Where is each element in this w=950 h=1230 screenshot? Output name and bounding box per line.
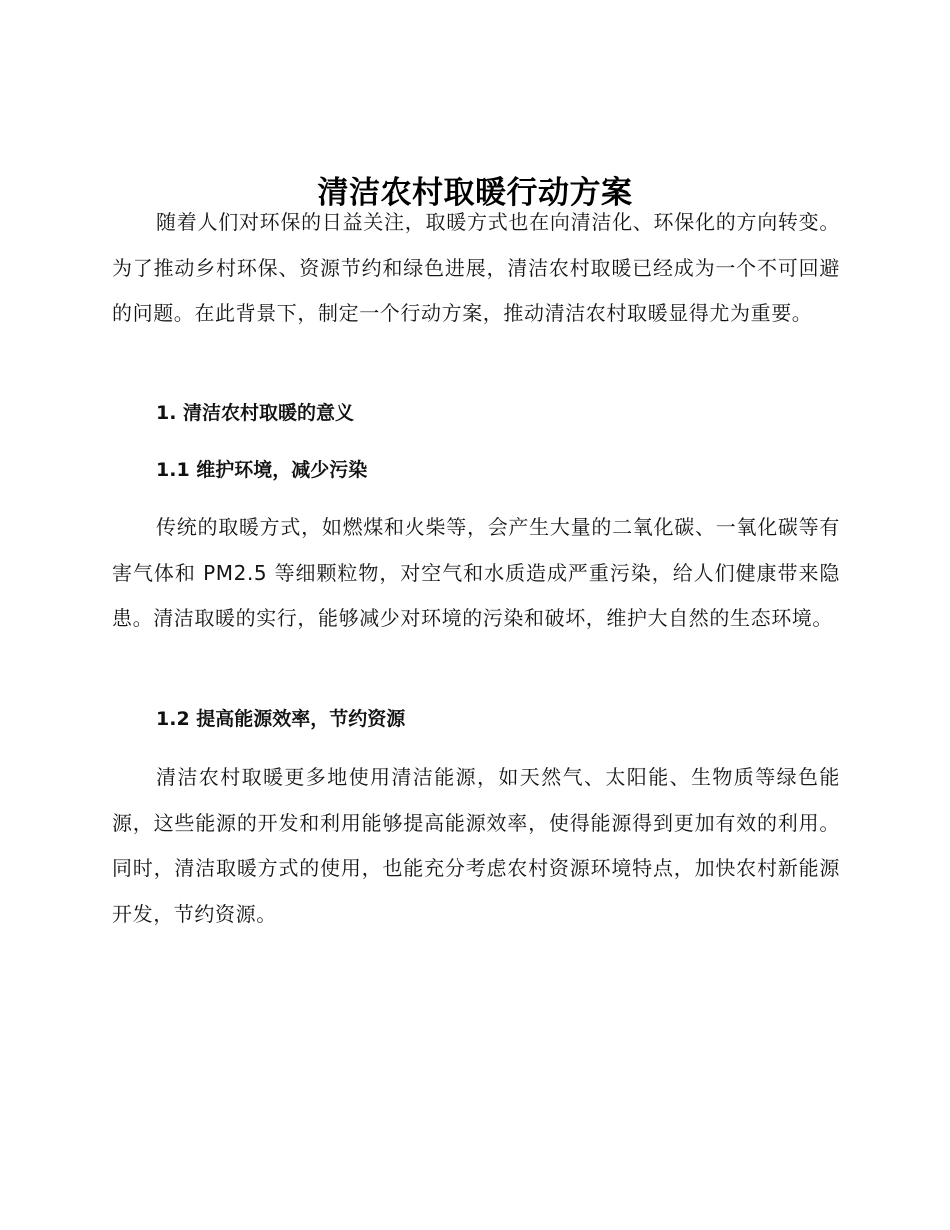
subsection-heading-1-2: 1.2 提高能源效率，节约资源	[156, 708, 406, 730]
intro-paragraph: 随着人们对环保的日益关注，取暖方式也在向清洁化、环保化的方向转变。为了推动乡村环保、资源节约和绿色进展，清洁农村取暖已经成为一个不可回避的问题。在此背景下，制定一个行动方案，推动清洁农村取暖显得尤为重要。	[112, 210, 840, 325]
section-heading-1: 1. 清洁农村取暖的意义	[156, 402, 355, 424]
subsection-body-1-2: 清洁农村取暖更多地使用清洁能源，如天然气、太阳能、生物质等绿色能源，这些能源的开发和利用能够提高能源效率，使得能源得到更加有效的利用。同时，清洁取暖方式的使用，也能充分考虑农村资源环境特点，加快农村新能源开发，节约资源。	[112, 765, 840, 926]
subsection-body-1-1: 传统的取暖方式，如燃煤和火柴等，会产生大量的二氧化碳、一氧化碳等有害气体和 PM2.5 等细颗粒物，对空气和水质造成严重污染，给人们健康带来隐患。清洁取暖的实行，能够减少对环境的污染和破坏，维护大自然的生态环境。	[112, 515, 840, 630]
document-title: 清洁农村取暖行动方案	[317, 174, 633, 211]
subsection-heading-1-1: 1.1 维护环境，减少污染	[156, 459, 368, 481]
